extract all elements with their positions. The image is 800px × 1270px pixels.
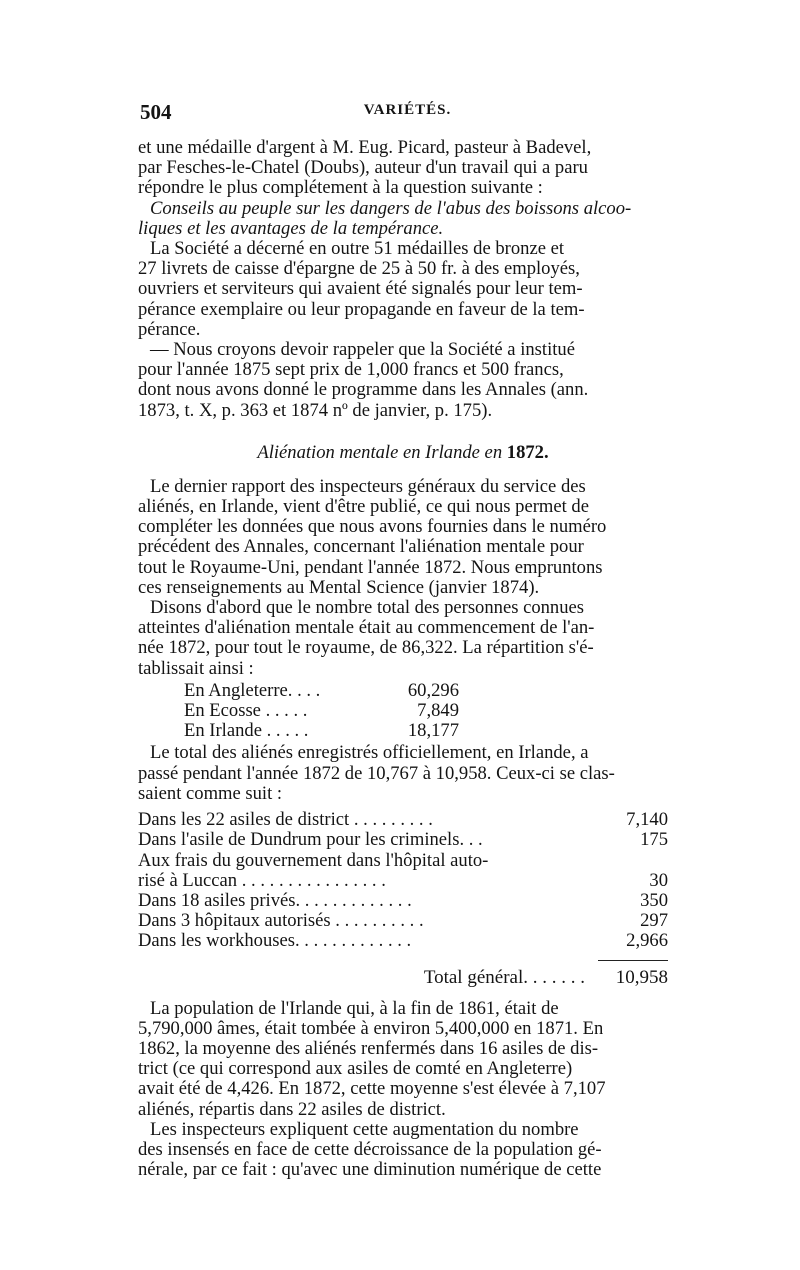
total-rule <box>598 960 668 961</box>
table-label: Dans 18 asiles privés. . . . . . . . . . . . . <box>138 890 412 911</box>
text-line: ces renseignements au Mental Science (janvier 1874). <box>138 576 540 598</box>
table-row <box>138 891 668 911</box>
text-line: et une médaille d'argent à M. Eug. Picard, pasteur à Badevel, <box>138 137 592 158</box>
paragraph <box>138 1120 668 1181</box>
table-value: 175 <box>640 829 668 851</box>
table-row <box>138 851 668 871</box>
total-value: 10,958 <box>615 966 668 988</box>
table-value: 2,966 <box>626 930 668 952</box>
table-row <box>138 871 668 891</box>
text-line: liques et les avantages de la tempérance. <box>138 217 444 239</box>
running-head: VARIÉTÉS. <box>363 102 452 118</box>
table-value <box>593 851 668 871</box>
table-value: 60,296 <box>407 679 459 701</box>
paragraph <box>138 138 668 239</box>
section-title <box>138 443 668 463</box>
table-value: 297 <box>640 910 668 932</box>
table-label: En Irlande . . . . . <box>184 720 309 742</box>
total-label: Total général. . . . . . . <box>423 966 585 988</box>
text-line: Le dernier rapport des inspecteurs généraux du service des <box>150 475 586 497</box>
table-row <box>184 721 668 741</box>
distribution-table <box>184 681 668 742</box>
text-line: saient comme suit : <box>138 782 283 804</box>
text-line: 1862, la moyenne des aliénés renfermés dans 16 asiles de dis- <box>138 1037 599 1059</box>
text-line: pour l'année 1875 sept prix de 1,000 francs et 500 francs, <box>138 359 564 381</box>
text-line: La population de l'Irlande qui, à la fin de 1861, était de <box>150 997 559 1019</box>
paragraph <box>138 239 668 340</box>
table-label: Aux frais du gouvernement dans l'hôpital auto- <box>138 850 489 871</box>
text-line: compléter les données que nous avons fournies dans le numéro <box>138 516 607 538</box>
contest-question <box>138 198 631 239</box>
table-label: En Ecosse . . . . . <box>184 700 308 722</box>
text-line: pérance exemplaire ou leur propagande en faveur de la tem- <box>138 298 585 320</box>
page-number: 504 <box>140 100 172 124</box>
table-value: 7,140 <box>626 809 668 831</box>
text-line: ouvriers et serviteurs qui avaient été signalés pour leur tem- <box>138 278 583 300</box>
paragraph <box>138 743 668 804</box>
text-line: aliénés, en Irlande, vient d'être publié, ce qui nous permet de <box>138 496 589 518</box>
table-value: 30 <box>649 869 668 891</box>
text-line: — Nous croyons devoir rappeler que la Société a institué <box>150 339 575 361</box>
text-line: La Société a décerné en outre 51 médailles de bronze et <box>150 238 565 260</box>
text-line: des insensés en face de cette décroissance de la population gé- <box>138 1138 602 1160</box>
text-line: aliénés, répartis dans 22 asiles de district. <box>138 1098 446 1120</box>
table-value: 350 <box>640 889 668 911</box>
text-line: 27 livrets de caisse d'épargne de 25 à 50 fr. à des employés, <box>138 258 580 280</box>
table-row <box>138 931 668 951</box>
text-line: née 1872, pour tout le royaume, de 86,322. La répartition s'é- <box>138 637 594 659</box>
ireland-breakdown-table <box>138 810 668 988</box>
paragraph <box>138 477 668 598</box>
table-label: En Angleterre. . . . <box>184 679 321 701</box>
table-value: 7,849 <box>417 700 459 722</box>
text-line: dont nous avons donné le programme dans les Annales (ann. <box>138 379 589 401</box>
text-line: 1873, t. X, p. 363 et 1874 nº de janvier, p. 175). <box>138 399 493 421</box>
paragraph <box>138 999 668 1120</box>
text-line: répondre le plus complétement à la question suivante : <box>138 177 543 199</box>
text-line: trict (ce qui correspond aux asiles de comté en Angleterre) <box>138 1058 573 1080</box>
table-label: Dans 3 hôpitaux autorisés . . . . . . . . . . <box>138 911 424 932</box>
text-line: tablissait ainsi : <box>138 657 254 679</box>
table-label: Dans l'asile de Dundrum pour les criminels. . . <box>138 830 483 851</box>
text-line: Les inspecteurs expliquent cette augmentation du nombre <box>150 1118 579 1140</box>
text-line: précédent des Annales, concernant l'aliénation mentale pour <box>138 536 584 558</box>
text-line: Conseils au peuple sur les dangers de l'abus des boissons alcoo- <box>150 197 632 219</box>
page-header <box>140 100 675 126</box>
table-value: 18,177 <box>407 720 459 742</box>
text-line: tout le Royaume-Uni, pendant l'année 1872. Nous empruntons <box>138 556 603 578</box>
text-line: avait été de 4,426. En 1872, cette moyenne s'est élevée à 7,107 <box>138 1078 606 1100</box>
table-label: Dans les 22 asiles de district . . . . . . . . . <box>138 810 433 831</box>
text-line: 5,790,000 âmes, était tombée à environ 5,400,000 en 1871. En <box>138 1017 604 1039</box>
paragraph <box>138 340 668 421</box>
table-row <box>184 701 668 721</box>
text-line: nérale, par ce fait : qu'avec une diminution numérique de cette <box>138 1159 602 1181</box>
text-line: Disons d'abord que le nombre total des personnes connues <box>150 597 585 619</box>
section-title-text: Aliénation mentale en Irlande en <box>257 441 503 463</box>
text-line: pérance. <box>138 318 201 340</box>
text-line: par Fesches-le-Chatel (Doubs), auteur d'un travail qui a paru <box>138 157 588 179</box>
table-label: Dans les workhouses. . . . . . . . . . . . . <box>138 931 412 952</box>
table-row <box>138 810 668 830</box>
text-line: Le total des aliénés enregistrés officiellement, en Irlande, a <box>150 742 589 764</box>
table-label: risé à Luccan . . . . . . . . . . . . . . . . <box>138 870 386 891</box>
text-column <box>138 138 668 1180</box>
total-row <box>138 967 668 989</box>
table-row <box>138 911 668 931</box>
text-line: atteintes d'aliénation mentale était au commencement de l'an- <box>138 617 595 639</box>
section-title-year: 1872. <box>506 441 549 463</box>
paragraph <box>138 598 668 679</box>
text-line: passé pendant l'année 1872 de 10,767 à 10,958. Ceux-ci se clas- <box>138 762 615 784</box>
table-row <box>138 830 668 850</box>
table-row <box>184 681 668 701</box>
